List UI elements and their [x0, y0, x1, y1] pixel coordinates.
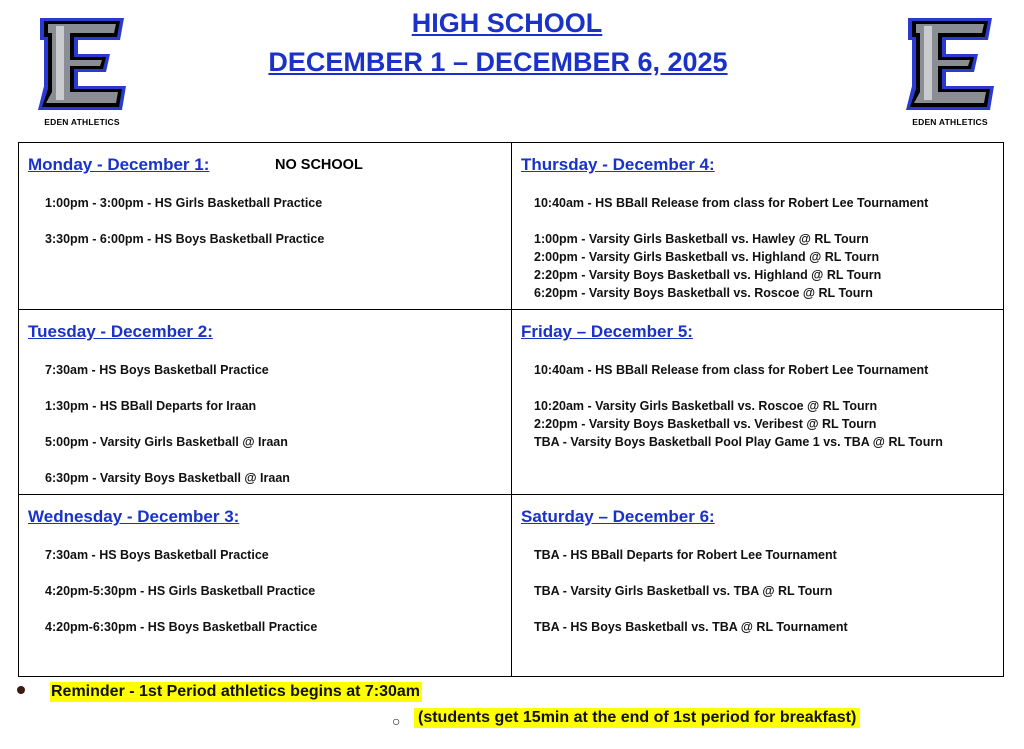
event-item: 7:30am - HS Boys Basketball Practice: [45, 548, 269, 562]
no-school-note: NO SCHOOL: [275, 157, 363, 173]
event-item: 4:20pm-5:30pm - HS Girls Basketball Practice: [45, 584, 316, 598]
event-item: 10:40am - HS BBall Release from class for Robert Lee Tournament: [534, 363, 929, 377]
event-item: 1:00pm - 3:00pm - HS Girls Basketball Practice: [45, 196, 323, 210]
event-item: 2:20pm - Varsity Boys Basketball vs. Highland @ RL Tourn: [534, 268, 882, 282]
reminder-text: Reminder - 1st Period athletics begins at 7:30am: [51, 683, 421, 700]
event-item: TBA - Varsity Boys Basketball Pool Play Game 1 vs. TBA @ RL Tourn: [534, 435, 943, 449]
day-heading: Saturday – December 6:: [521, 507, 715, 526]
sub-bullet-icon: ○: [392, 713, 401, 729]
event-item: TBA - HS BBall Departs for Robert Lee Tournament: [534, 548, 837, 562]
day-heading: Thursday - December 4:: [521, 155, 715, 174]
sub-reminder-text: (students get 15min at the end of 1st period for breakfast): [414, 708, 860, 728]
event-item: 6:30pm - Varsity Boys Basketball @ Iraan: [45, 471, 290, 485]
day-cell-friday: [512, 310, 1003, 495]
event-item: 2:00pm - Varsity Girls Basketball vs. Highland @ RL Tourn: [534, 250, 880, 264]
event-item: 5:00pm - Varsity Girls Basketball @ Iraan: [45, 435, 288, 449]
event-item: TBA - HS Boys Basketball vs. TBA @ RL Tournament: [534, 620, 848, 634]
event-item: 3:30pm - 6:00pm - HS Boys Basketball Practice: [45, 232, 325, 246]
event-item: 7:30am - HS Boys Basketball Practice: [45, 363, 269, 377]
event-item: 10:40am - HS BBall Release from class for Robert Lee Tournament: [534, 196, 929, 210]
day-heading: Monday - December 1:: [28, 155, 210, 174]
event-item: 1:30pm - HS BBall Departs for Iraan: [45, 399, 257, 413]
day-heading: Tuesday - December 2:: [28, 322, 213, 341]
date-range-title: DECEMBER 1 – DECEMBER 6, 2025: [268, 47, 728, 77]
day-cell-tuesday: [19, 310, 512, 495]
schedule-grid: [18, 142, 1004, 677]
event-item: 10:20am - Varsity Girls Basketball vs. Roscoe @ RL Tourn: [534, 399, 878, 413]
bullet-icon: [17, 686, 25, 694]
day-cell-saturday: [512, 495, 1003, 676]
event-item: 1:00pm - Varsity Girls Basketball vs. Hawley @ RL Tourn: [534, 232, 869, 246]
logo-caption: EDEN ATHLETICS: [44, 117, 120, 127]
event-item: 2:20pm - Varsity Boys Basketball vs. Veribest @ RL Tourn: [534, 417, 877, 431]
event-item: 6:20pm - Varsity Boys Basketball vs. Roscoe @ RL Tourn: [534, 286, 873, 300]
event-item: 4:20pm-6:30pm - HS Boys Basketball Practice: [45, 620, 318, 634]
day-cell-thursday: [512, 143, 1003, 310]
event-item: TBA - Varsity Girls Basketball vs. TBA @ RL Tourn: [534, 584, 833, 598]
day-cell-monday: [19, 143, 512, 310]
day-cell-wednesday: [19, 495, 512, 676]
logo-caption: EDEN ATHLETICS: [912, 117, 988, 127]
day-heading: Friday – December 5:: [521, 322, 693, 341]
page-title: HIGH SCHOOL: [411, 8, 603, 38]
day-heading: Wednesday - December 3:: [28, 507, 240, 526]
